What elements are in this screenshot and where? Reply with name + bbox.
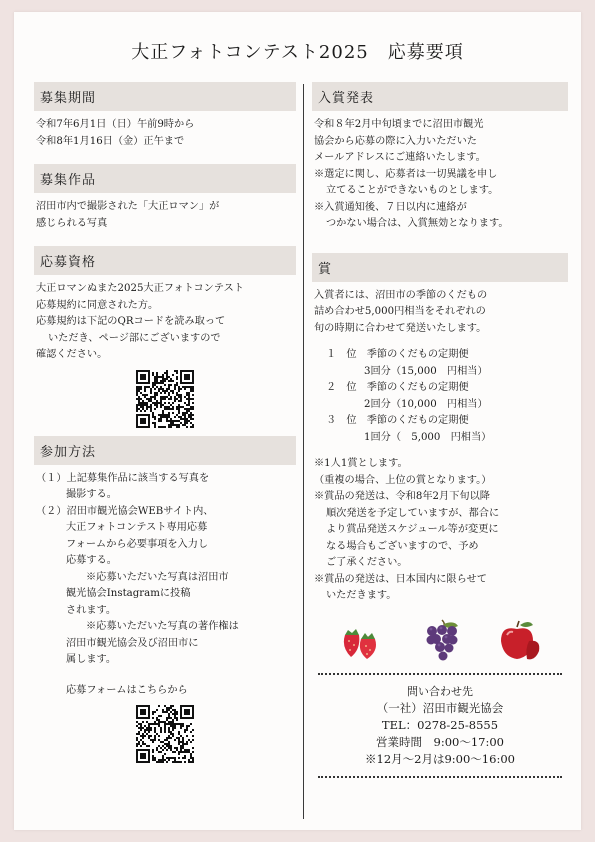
method-item: （１）上記募集作品に該当する写真を	[36, 472, 210, 484]
prize-section	[312, 253, 568, 605]
contact-winter-hours: ※12月～2月は9:00～16:00	[365, 751, 515, 766]
column-divider	[303, 84, 304, 819]
contact-heading: 問い合わせ先	[407, 684, 473, 698]
announcement-note: ※入賞通知後、７日以内に連絡が	[314, 201, 467, 213]
prize-note: いただきます。	[326, 590, 397, 601]
prize-rank-row	[314, 347, 568, 364]
prize-note: （重複の場合、上位の賞となります。）	[314, 474, 492, 486]
fruit-illustrations	[320, 617, 560, 665]
prize-rank: ３ 位	[326, 415, 357, 426]
works-heading: 募集作品	[34, 164, 296, 193]
method-heading: 参加方法	[34, 436, 296, 465]
contact-top-border	[318, 673, 562, 675]
prize-detail: 1回分（ 5,000 円相当）	[364, 431, 492, 443]
prize-intro: 旬の時期に合わせて発送いたします。	[314, 322, 487, 334]
method-note: ※応募いただいた写真の著作権は	[86, 621, 239, 632]
prize-note: ※賞品の発送は、日本国内に限らせて	[314, 573, 487, 585]
announcement-heading: 入賞発表	[312, 82, 568, 111]
method-section	[34, 436, 296, 764]
announcement-note: つかない場合は、入賞無効となります。	[326, 218, 509, 229]
apple-icon	[495, 619, 543, 663]
announcement-section	[312, 82, 568, 233]
eligibility-line: いただき、ページ部にございますので	[48, 332, 221, 344]
form-link-label[interactable]: 応募フォームはこちらから	[66, 684, 188, 696]
prize-rank-row	[314, 380, 568, 397]
form-qr-code[interactable]	[136, 705, 194, 763]
announcement-note: 立てることができないものとします。	[326, 185, 499, 196]
method-note: されます。	[66, 604, 117, 616]
prize-note: ※賞品の発送は、令和8年2月下旬以降	[314, 491, 490, 502]
period-line: 令和7年6月1日（日）午前9時から	[36, 119, 195, 130]
method-note: ※応募いただいた写真は沼田市	[86, 571, 229, 583]
prize-item: 季節のくだもの定期便	[366, 382, 469, 393]
method-note: 属します。	[66, 654, 117, 665]
prize-rank-row	[314, 413, 568, 430]
prize-note: ※1人1賞とします。	[314, 458, 408, 469]
eligibility-section	[34, 246, 296, 428]
announcement-line: 令和８年2月中旬頃までに沼田市観光	[314, 119, 484, 130]
grape-icon	[422, 618, 462, 664]
method-item: 大正フォトコンテスト専用応募	[66, 522, 208, 533]
prize-detail: 2回分（10,000 円相当）	[364, 398, 488, 410]
left-column	[34, 82, 296, 771]
prize-heading: 賞	[312, 253, 568, 282]
eligibility-heading: 応募資格	[34, 246, 296, 275]
contact-hours: 営業時間 9:00～17:00	[376, 734, 504, 749]
rules-qr-code[interactable]	[136, 370, 194, 428]
period-heading: 募集期間	[34, 82, 296, 111]
eligibility-line: 応募規約に同意された方。	[36, 299, 159, 311]
method-item: （２）沼田市観光協会WEBサイト内、	[36, 505, 214, 517]
prize-note: より賞品発送スケジュール等が変更に	[326, 524, 499, 535]
method-item: 応募する。	[66, 555, 117, 566]
prize-detail: 3回分（15,000 円相当）	[364, 365, 488, 377]
method-note: 観光協会Instagramに投稿	[66, 588, 191, 599]
eligibility-line: 大正ロマンぬまた2025大正フォトコンテスト	[36, 283, 244, 294]
period-section	[34, 82, 296, 150]
contact-tel[interactable]: TEL：0278-25-8555	[381, 717, 499, 732]
works-line: 感じられる写真	[36, 217, 108, 229]
prize-intro: 詰め合わせ5,000円相当をそれぞれの	[314, 306, 486, 317]
page-title: 大正フォトコンテスト2025 応募要項	[131, 42, 464, 63]
works-line: 沼田市内で撮影された「大正ロマン」が	[36, 201, 220, 212]
contact-block	[312, 683, 568, 768]
announcement-note: ※選定に関し、応募者は一切異議を申し	[314, 168, 498, 180]
eligibility-line: 確認ください。	[36, 349, 108, 360]
prize-item: 季節のくだもの定期便	[366, 349, 469, 360]
contact-org: （一社）沼田市観光協会	[376, 700, 504, 715]
strawberry-icon	[337, 621, 389, 661]
prize-intro: 入賞者には、沼田市の季節のくだもの	[314, 289, 488, 301]
prize-item: 季節のくだもの定期便	[366, 415, 469, 426]
prize-note: なる場合もございますので、予め	[326, 540, 479, 552]
method-item: フォームから必要事項を入力し	[66, 538, 209, 550]
document-page	[14, 12, 581, 830]
period-line: 令和8年1月16日（金）正午まで	[36, 135, 185, 147]
method-note: 沼田市観光協会及び沼田市に	[66, 637, 199, 649]
right-column	[312, 82, 568, 782]
eligibility-line: 応募規約は下記のQRコードを読み取って	[36, 316, 226, 327]
prize-rank: ２ 位	[326, 382, 357, 393]
announcement-line: 協会から応募の際に入力いただいた	[314, 135, 477, 147]
prize-note: ご了承ください。	[326, 557, 408, 568]
method-item: 撮影する。	[66, 489, 117, 500]
works-section	[34, 164, 296, 232]
prize-rank: １ 位	[326, 349, 357, 360]
contact-bottom-border	[318, 776, 562, 778]
announcement-line: メールアドレスにご連絡いたします。	[314, 152, 486, 163]
prize-note: 順次発送を予定していますが、都合に	[326, 507, 500, 519]
